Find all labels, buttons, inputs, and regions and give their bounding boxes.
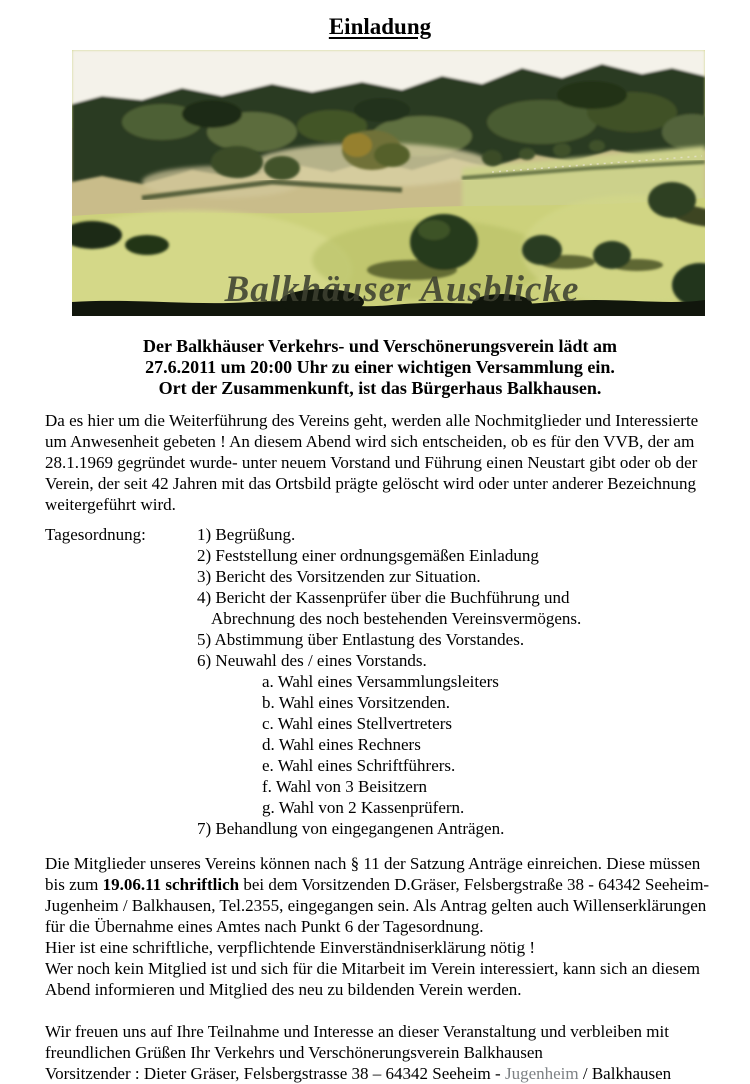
agenda-item: 4) Bericht der Kassenprüfer über die Buchführung und: [197, 588, 570, 607]
applications-section: [45, 853, 715, 1000]
closing-paragraph: Wir freuen uns auf Ihre Teilnahme und Interesse an dieser Veranstaltung und verbleiben mit freundlichen Grüßen Ihr Verkehrs und Verschönerungsverein Balkhausen: [45, 1022, 669, 1062]
invitation-line: Der Balkhäuser Verkehrs- und Verschönerungsverein lädt am: [142, 336, 618, 356]
page-title: [45, 14, 715, 40]
agenda-subitem: d. Wahl eines Rechners: [262, 735, 421, 754]
membership-note: Wer noch kein Mitglied ist und sich für die Mitarbeit im Verein interessiert, kann sich an diesem Abend informieren und Mitglied des neu zu bildenden Verein werden.: [45, 959, 701, 999]
agenda-section: [45, 524, 715, 839]
agenda-item-continuation: Abrechnung des noch bestehenden Vereinsvermögens.: [211, 609, 582, 628]
photo-caption: Balkhäuser Ausblicke: [224, 269, 580, 310]
applications-paragraph: [45, 853, 715, 937]
agenda-item: 3) Bericht des Vorsitzenden zur Situation.: [197, 567, 481, 586]
invitation-block: [60, 336, 700, 399]
applications-text-2: bei dem Vorsitzenden D.Gräser, Felsbergstraße 38 - 64342 Seeheim-Jugenheim / Balkhausen, Tel.2355, eingegangen sein. Als Antrag gelten auch Willenserklärungen für die Übernahme eines Amtes nach Punkt 6 der Tagesordnung.: [45, 875, 710, 936]
applications-text-1: Die Mitglieder unseres Vereins können nach § 11 der Satzung Anträge einreichen. Diese müssen bis zum: [45, 854, 701, 894]
agenda-item: 2) Feststellung einer ordnungsgemäßen Einladung: [197, 546, 539, 565]
applications-deadline: 19.06.11 schriftlich: [102, 875, 240, 894]
intro-paragraph: Da es hier um die Weiterführung des Vereins geht, werden alle Nochmitglieder und Interessierte um Anwesenheit gebeten ! An diesem Abend wird sich entscheiden, ob es für den VVB, der am 28.1.1969 gegründet wurde- unter neuem Vorstand und Führung einen Neustart gibt oder ob der Verein, der seit 42 Jahren mit das Ortsbild prägte gelöscht wird oder unter anderer Bezeichnung weitergeführt wird.: [45, 411, 699, 514]
invitation-line: Ort der Zusammenkunft, ist das Bürgerhaus Balkhausen.: [158, 378, 602, 398]
agenda-item: 7) Behandlung von eingegangenen Anträgen.: [197, 819, 505, 838]
agenda-item: 5) Abstimmung über Entlastung des Vorstandes.: [197, 630, 525, 649]
chairman-text-end: / Balkhausen: [578, 1064, 672, 1083]
page-title-text: Einladung: [328, 14, 432, 39]
agenda-label: Tagesordnung:: [45, 525, 146, 544]
landscape-photo: [72, 50, 705, 316]
agenda-item: 6) Neuwahl des / eines Vorstands.: [197, 651, 427, 670]
chairman-text: Vorsitzender : Dieter Gräser, Felsbergstrasse 38 – 64342 Seeheim -: [45, 1064, 505, 1083]
invitation-line: 27.6.2011 um 20:00 Uhr zu einer wichtigen Versammlung ein.: [145, 357, 615, 377]
agenda-subitem: f. Wahl von 3 Beisitzern: [262, 777, 427, 796]
agenda-subitem: c. Wahl eines Stellvertreters: [262, 714, 452, 733]
chairman-place-highlight: Jugenheim: [504, 1064, 579, 1083]
agenda-subitem: b. Wahl eines Vorsitzenden.: [262, 693, 450, 712]
agenda-subitem: g. Wahl von 2 Kassenprüfern.: [262, 798, 465, 817]
agenda-items: [197, 524, 715, 839]
agenda-item: 1) Begrüßung.: [197, 525, 296, 544]
landscape-photo-art: [72, 50, 705, 316]
closing-section: [45, 1021, 715, 1084]
declaration-note: Hier ist eine schriftliche, verpflichtende Einverständniserklärung nötig !: [45, 938, 536, 957]
chairman-line: [45, 1063, 715, 1084]
agenda-subitem: a. Wahl eines Versammlungsleiters: [262, 672, 499, 691]
agenda-subitem: e. Wahl eines Schriftführers.: [262, 756, 456, 775]
